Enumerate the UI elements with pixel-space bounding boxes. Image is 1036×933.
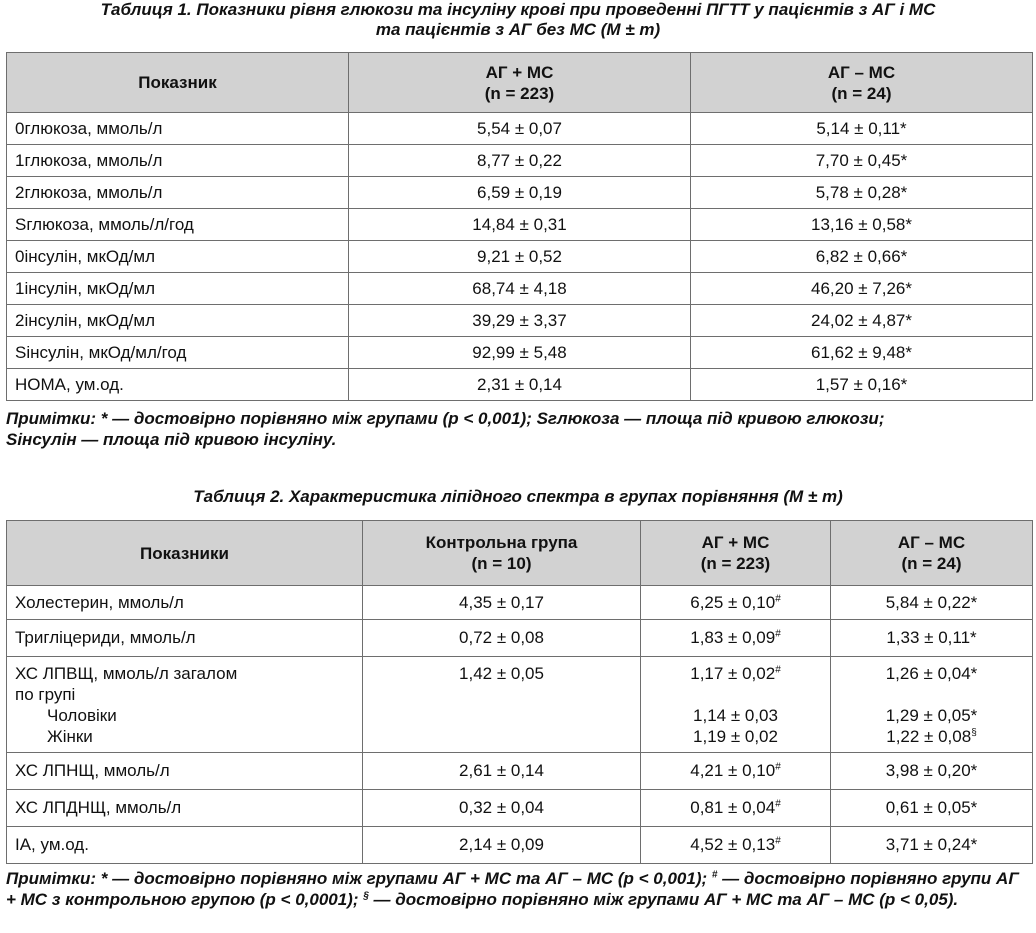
table-row: Тригліцериди, ммоль/л 0,72 ± 0,08 1,83 ± 0,09# 1,33 ± 0,11*	[7, 620, 1033, 657]
table-row: IA, ум.од. 2,14 ± 0,09 4,52 ± 0,13# 3,71 ± 0,24*	[7, 827, 1033, 864]
table2-caption: Таблиця 2. Характеристика ліпідного спектра в групах порівняння (M ± m)	[193, 487, 843, 506]
table-row: 2інсулін, мкОд/мл 39,29 ± 3,37 24,02 ± 4,87*	[7, 305, 1033, 337]
table-row: 1інсулін, мкОд/мл 68,74 ± 4,18 46,20 ± 7,26*	[7, 273, 1033, 305]
table1-caption-line2: та пацієнтів з АГ без МС (M ± m)	[375, 20, 661, 39]
table2-note-label: Примітки:	[6, 869, 97, 888]
table1-header-ag-ms: АГ + МС (n = 223)	[349, 53, 691, 113]
table1-note-line2: Sінсулін — площа під кривою інсуліну.	[6, 430, 337, 449]
table1-header-ag-no-ms: АГ – МС (n = 24)	[691, 53, 1033, 113]
table1-note-label: Примітки:	[6, 409, 97, 428]
table2-header-row	[7, 521, 1033, 586]
table-row: Sглюкоза, ммоль/л/год 14,84 ± 0,31 13,16 ± 0,58*	[7, 209, 1033, 241]
table2-header-control: Контрольна група (n = 10)	[363, 521, 641, 586]
table2-header-ag-ms: АГ + МС (n = 223)	[641, 521, 831, 586]
table-row: Холестерин, ммоль/л 4,35 ± 0,17 6,25 ± 0,10# 5,84 ± 0,22*	[7, 586, 1033, 620]
table-row: HOMA, ум.од. 2,31 ± 0,14 1,57 ± 0,16*	[7, 369, 1033, 401]
table2-header-indicators: Показники	[7, 521, 363, 586]
table1-note-line1: * — достовірно порівняно між групами (p < 0,001); Sглюкоза — площа під кривою глюкози;	[96, 409, 885, 428]
table-row: 0глюкоза, ммоль/л 5,54 ± 0,07 5,14 ± 0,11*	[7, 113, 1033, 145]
table-row: 1глюкоза, ммоль/л 8,77 ± 0,22 7,70 ± 0,45*	[7, 145, 1033, 177]
table1-header-row	[7, 53, 1033, 113]
table1-header-indicator: Показник	[7, 53, 349, 113]
table-row: ХС ЛПНЩ, ммоль/л 2,61 ± 0,14 4,21 ± 0,10# 3,98 ± 0,20*	[7, 753, 1033, 790]
table-row: 0інсулін, мкОд/мл 9,21 ± 0,52 6,82 ± 0,66*	[7, 241, 1033, 273]
table1-note	[6, 408, 1030, 450]
table1	[6, 52, 1033, 401]
table2-header-ag-no-ms: АГ – МС (n = 24)	[831, 521, 1033, 586]
table2-note: Примітки: * — достовірно порівняно між групами АГ + МС та АГ – МС (p < 0,001); # — достовірно порівняно групи АГ + МС з контрольною групою (p < 0,0001); § — достовірно порівняно між групами АГ + МС та АГ – МС (p < 0,05).	[6, 869, 1019, 909]
table-row: ХС ЛПДНЩ, ммоль/л 0,32 ± 0,04 0,81 ± 0,04# 0,61 ± 0,05*	[7, 790, 1033, 827]
table2	[6, 520, 1033, 864]
table-row-hdl: ХС ЛПВЩ, ммоль/л загалом по групі Чоловіки Жінки 1,42 ± 0,05 1,17 ± 0,02# 1,14 ± 0,03 1,19 ± 0,02 1,26 ± 0,04* 1,29 ± 0,05* 1,22 ± 0,08§	[7, 657, 1033, 753]
table1-caption-line1: Таблиця 1. Показники рівня глюкози та інсуліну крові при проведенні ПГТТ у пацієнтів з АГ і МС	[100, 0, 936, 19]
table-row: Sінсулін, мкОд/мл/год 92,99 ± 5,48 61,62 ± 9,48*	[7, 337, 1033, 369]
table-row: 2глюкоза, ммоль/л 6,59 ± 0,19 5,78 ± 0,28*	[7, 177, 1033, 209]
table1-caption	[0, 0, 1036, 40]
